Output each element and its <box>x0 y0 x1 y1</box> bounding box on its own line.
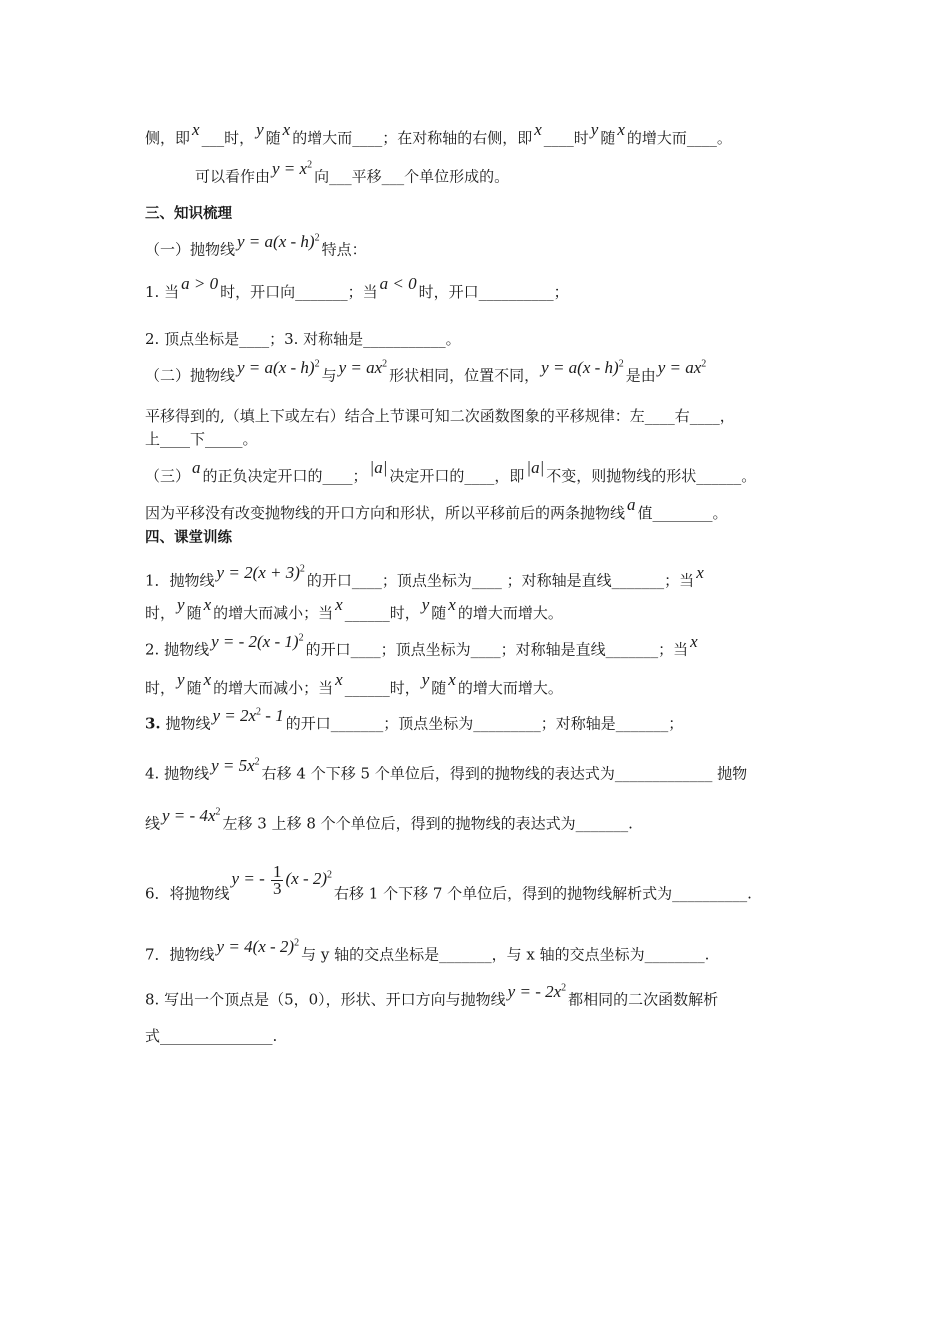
text: ______时， <box>344 679 420 697</box>
formula: |a| <box>369 458 388 477</box>
math-x: x <box>617 120 625 139</box>
text: 的增大而增大。 <box>457 604 563 622</box>
text: ______时， <box>344 604 420 622</box>
math-x: x <box>335 670 343 689</box>
formula: a <box>192 458 201 477</box>
text: （一）抛物线 <box>145 240 236 259</box>
translation-rule: 平移得到的,（填上下或左右）结合上节课可知二次函数图象的平移规律：左____右____， <box>145 407 735 425</box>
formula <box>658 358 707 377</box>
text: 可以看作由 <box>195 167 271 186</box>
question-7 <box>145 936 710 965</box>
formula-text: y = 2x <box>212 705 257 725</box>
math-x: x <box>203 595 212 614</box>
formula <box>272 159 312 178</box>
formula <box>211 632 303 651</box>
formula <box>162 806 220 825</box>
text: 的正负决定开口的____； <box>202 467 368 485</box>
formula-text: y = - <box>231 869 269 889</box>
formula <box>237 232 320 251</box>
subsection-2 <box>145 357 708 386</box>
text: 线 <box>145 814 161 833</box>
formula-text: y = ax <box>338 357 383 377</box>
text: 随 <box>431 604 447 622</box>
text: 4. 抛物线 <box>145 764 210 783</box>
formula: a <box>627 495 636 514</box>
text: 随 <box>186 679 202 697</box>
text: 7．抛物线 <box>145 945 215 964</box>
text: 值________。 <box>637 504 728 522</box>
math-x: x <box>448 670 456 689</box>
formula-text: (x - 2) <box>285 869 328 889</box>
text: 与 y 轴的交点坐标是_______，与 x 轴的交点坐标为________. <box>301 945 710 964</box>
formula-text: y = x <box>272 158 308 178</box>
text: 2. 抛物线 <box>145 640 210 659</box>
text: 时， <box>145 679 176 697</box>
text: 的增大而____。 <box>626 129 732 147</box>
text: 向___平移___个单位形成的。 <box>314 167 510 186</box>
text: 随 <box>186 604 202 622</box>
text: 特点： <box>321 240 367 259</box>
question-6 <box>145 862 752 911</box>
math-y: y <box>177 670 185 689</box>
formula-text: y = a(x - h) <box>237 231 315 251</box>
math-y: y <box>177 595 185 614</box>
exponent: 2 <box>314 358 320 369</box>
text: 时，开口__________； <box>418 283 569 301</box>
formula <box>339 358 388 377</box>
formula <box>237 358 320 377</box>
text: 1．抛物线 <box>145 571 215 590</box>
question-2-cont <box>145 670 563 698</box>
exponent: 2 <box>382 358 388 369</box>
exponent: 2 <box>215 806 221 817</box>
formula: a > 0 <box>181 274 219 293</box>
formula <box>212 706 283 725</box>
subsection-1 <box>145 231 367 260</box>
formula: |a| <box>526 458 545 477</box>
section-heading-4: 四、课堂训练 <box>145 530 232 546</box>
line-increase-decrease <box>145 120 732 148</box>
math-y: y <box>421 670 430 689</box>
math-x: x <box>192 120 200 139</box>
formula-text: y = - 4x <box>162 805 216 825</box>
text: 时，开口向_______；当 <box>220 283 378 301</box>
math-x: x <box>534 120 542 139</box>
question-4 <box>145 755 748 784</box>
exponent: 2 <box>314 232 320 243</box>
text: 1. 当 <box>145 283 180 301</box>
formula-text: y = a(x - h) <box>541 357 619 377</box>
fraction <box>271 864 284 897</box>
text: 的开口____；顶点坐标为____ ；对称轴是直线_______；当 <box>306 571 695 590</box>
question-3 <box>145 705 684 734</box>
math-x: x <box>203 670 212 689</box>
text: 抛物线 <box>165 714 211 733</box>
formula <box>217 937 300 956</box>
text: 是由 <box>625 366 656 385</box>
text: ____时 <box>543 129 589 147</box>
text: 时， <box>145 604 176 622</box>
exponent: 2 <box>256 706 262 717</box>
formula-text: y = 5x <box>211 755 255 775</box>
text: 都相同的二次函数解析 <box>568 990 719 1009</box>
question-number: 3. <box>145 714 161 733</box>
math-x: x <box>690 631 698 651</box>
text: 6．将抛物线 <box>145 884 230 903</box>
exponent: 2 <box>327 869 333 881</box>
text: 的增大而____；在对称轴的右侧，即 <box>292 129 533 147</box>
text: 侧，即 <box>145 129 191 147</box>
formula <box>217 563 305 582</box>
formula <box>541 358 624 377</box>
text: （二）抛物线 <box>145 366 236 385</box>
exponent: 2 <box>254 756 260 767</box>
text: 形状相同，位置不同， <box>389 366 540 385</box>
numerator: 1 <box>272 862 282 881</box>
subsection-3 <box>145 458 757 486</box>
exponent: 2 <box>298 632 304 643</box>
math-y: y <box>590 120 599 139</box>
text: 右移 4 个下移 5 个单位后，得到的抛物线的表达式为_____________ 抛物 <box>261 764 748 783</box>
formula-text: y = 4(x - 2) <box>216 936 295 956</box>
point-2-vertex-axis: 2. 顶点坐标是____；3. 对称轴是___________。 <box>145 330 461 348</box>
question-2 <box>145 631 700 660</box>
text: 不变，则抛物线的形状______。 <box>546 467 757 485</box>
text: 的增大而增大。 <box>457 679 563 697</box>
math-y: y <box>256 120 264 139</box>
formula <box>231 862 333 898</box>
text: 随 <box>431 679 447 697</box>
denominator: 3 <box>272 879 282 898</box>
subsection-3-cont <box>145 495 728 523</box>
section-heading-3: 三、知识梳理 <box>145 206 232 222</box>
formula: a < 0 <box>379 274 417 293</box>
text: 8. 写出一个顶点是（5，0），形状、开口方向与抛物线 <box>145 990 506 1009</box>
text: （三） <box>145 467 191 485</box>
line-translation <box>195 158 510 187</box>
question-8-cont: 式_______________. <box>145 1027 278 1045</box>
text: 随 <box>265 129 281 147</box>
exponent: 2 <box>294 937 300 948</box>
formula-text: y = ax <box>657 357 702 377</box>
question-8 <box>145 981 719 1010</box>
formula-text: y = - 2x <box>507 981 562 1001</box>
exponent: 2 <box>701 358 707 369</box>
formula-text: - 1 <box>261 705 284 725</box>
math-x: x <box>448 595 456 614</box>
text: 的开口_______；顶点坐标为_________；对称轴是_______； <box>285 714 684 733</box>
text: 的开口____；顶点坐标为____；对称轴是直线_______；当 <box>305 640 689 659</box>
formula-text: y = 2(x + 3) <box>216 562 300 582</box>
question-1 <box>145 562 706 591</box>
text: ___时， <box>201 129 255 147</box>
exponent: 2 <box>561 982 567 993</box>
question-1-cont <box>145 595 563 623</box>
exponent: 2 <box>299 563 305 574</box>
formula-text: y = a(x - h) <box>237 357 315 377</box>
math-x: x <box>335 595 343 614</box>
text: 因为平移没有改变抛物线的开口方向和形状，所以平移前后的两条抛物线 <box>145 504 626 522</box>
question-4-cont <box>145 805 633 834</box>
formula <box>211 756 260 775</box>
text: 随 <box>600 129 616 147</box>
math-x: x <box>282 120 291 139</box>
text: 的增大而减小；当 <box>213 679 334 697</box>
text: 右移 1 个下移 7 个单位后，得到的抛物线解析式为__________. <box>334 884 752 903</box>
translation-rule-cont: 上____下_____。 <box>145 430 258 448</box>
exponent: 2 <box>618 358 624 369</box>
text: 决定开口的____，即 <box>389 467 525 485</box>
formula <box>508 982 566 1001</box>
math-x: x <box>696 562 704 582</box>
exponent: 2 <box>307 159 313 170</box>
point-1-opening <box>145 274 569 302</box>
text: 左移 3 上移 8 个个单位后，得到的抛物线的表达式为_______. <box>222 814 633 833</box>
text: 的增大而减小；当 <box>213 604 334 622</box>
text: 与 <box>321 366 337 385</box>
formula-text: y = - 2(x - 1) <box>211 631 299 651</box>
math-y: y <box>421 595 430 614</box>
